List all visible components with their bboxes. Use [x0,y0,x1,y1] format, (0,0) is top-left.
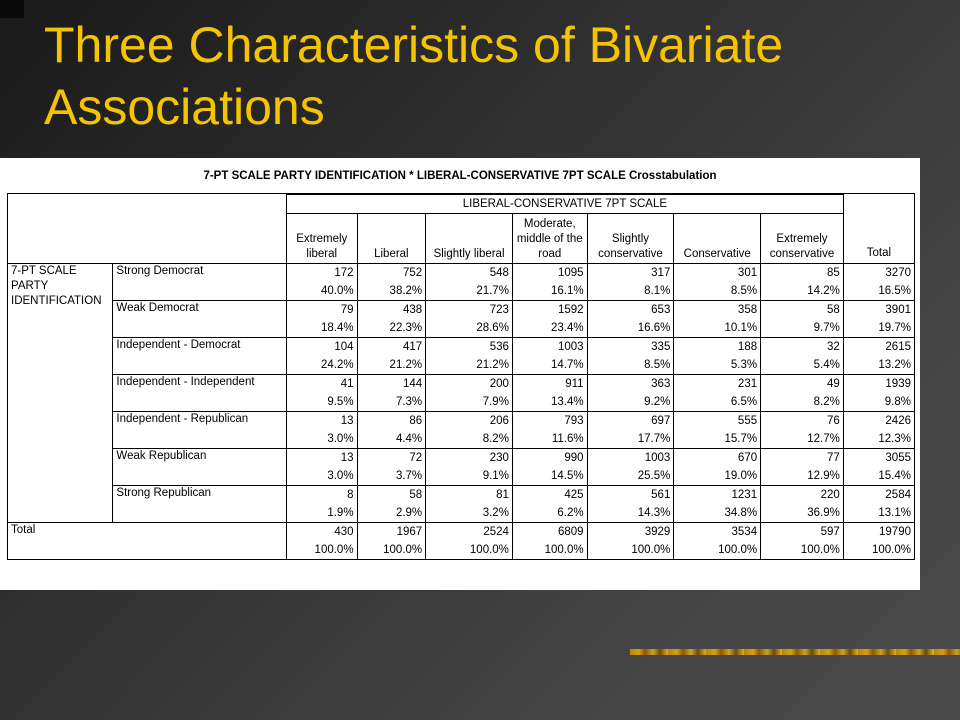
total-count-cell: 2524 [426,523,513,542]
count-cell: 220 [761,486,844,505]
count-cell: 230 [426,449,513,468]
row-category-label: Strong Democrat [113,264,287,301]
count-cell: 231 [674,375,761,394]
count-cell: 49 [761,375,844,394]
percent-cell: 5.3% [674,356,761,375]
percent-cell: 14.5% [512,467,587,486]
count-cell: 58 [761,301,844,320]
count-cell: 104 [286,338,357,357]
percent-cell: 12.7% [761,430,844,449]
total-percent-cell: 100.0% [512,541,587,559]
row-category-label: Independent - Democrat [113,338,287,375]
count-cell: 301 [674,264,761,283]
count-cell: 2426 [843,412,914,431]
percent-cell: 8.2% [761,393,844,412]
slide-title: Three Characteristics of Bivariate Associations [44,17,784,135]
row-category-label: Independent - Republican [113,412,287,449]
table-row [8,449,914,468]
column-header-slightly-conservative: Slightly conservative [587,214,674,264]
percent-cell: 25.5% [587,467,674,486]
count-cell: 417 [357,338,426,357]
count-cell: 188 [674,338,761,357]
percent-cell: 5.4% [761,356,844,375]
percent-cell: 21.7% [426,282,513,301]
percent-cell: 9.7% [761,319,844,338]
column-header-slightly-liberal: Slightly liberal [426,214,513,264]
column-header-moderate: Moderate, middle of the road [512,214,587,264]
percent-cell: 9.1% [426,467,513,486]
count-cell: 77 [761,449,844,468]
percent-cell: 40.0% [286,282,357,301]
count-cell: 13 [286,449,357,468]
count-cell: 58 [357,486,426,505]
percent-cell: 16.1% [512,282,587,301]
percent-cell: 3.7% [357,467,426,486]
column-header-conservative: Conservative [674,214,761,264]
crosstab-caption: 7-PT SCALE PARTY IDENTIFICATION * LIBERAL-CONSERVATIVE 7PT SCALE Crosstabulation [203,170,717,182]
column-header-extremely-liberal: Extremely liberal [286,214,357,264]
count-cell: 555 [674,412,761,431]
percent-cell: 14.7% [512,356,587,375]
count-cell: 3901 [843,301,914,320]
percent-cell: 19.0% [674,467,761,486]
column-variable-header: LIBERAL-CONSERVATIVE 7PT SCALE [286,195,843,214]
count-cell: 1231 [674,486,761,505]
total-count-cell: 1967 [357,523,426,542]
count-cell: 335 [587,338,674,357]
total-count-cell: 597 [761,523,844,542]
column-header-extremely-conservative: Extremely conservative [761,214,844,264]
count-cell: 317 [587,264,674,283]
total-count-cell: 19790 [843,523,914,542]
percent-cell: 6.2% [512,504,587,523]
count-cell: 536 [426,338,513,357]
count-cell: 81 [426,486,513,505]
crosstab-body [8,264,914,560]
percent-cell: 1.9% [286,504,357,523]
percent-cell: 23.4% [512,319,587,338]
percent-cell: 14.3% [587,504,674,523]
total-percent-cell: 100.0% [674,541,761,559]
count-cell: 697 [587,412,674,431]
header-blank-cell [8,195,286,264]
percent-cell: 28.6% [426,319,513,338]
percent-cell: 34.8% [674,504,761,523]
percent-cell: 15.4% [843,467,914,486]
count-cell: 793 [512,412,587,431]
count-cell: 1939 [843,375,914,394]
count-cell: 72 [357,449,426,468]
table-row [8,375,914,394]
percent-cell: 8.5% [674,282,761,301]
count-cell: 86 [357,412,426,431]
count-cell: 13 [286,412,357,431]
percent-cell: 11.6% [512,430,587,449]
percent-cell: 8.2% [426,430,513,449]
count-cell: 172 [286,264,357,283]
row-variable-label: 7-PT SCALE PARTY IDENTIFICATION [8,264,113,523]
percent-cell: 14.2% [761,282,844,301]
percent-cell: 9.5% [286,393,357,412]
percent-cell: 3.2% [426,504,513,523]
corner-mark [0,0,24,18]
row-category-label: Weak Democrat [113,301,287,338]
count-cell: 3270 [843,264,914,283]
count-cell: 438 [357,301,426,320]
percent-cell: 24.2% [286,356,357,375]
percent-cell: 21.2% [426,356,513,375]
total-row [8,523,914,542]
count-cell: 76 [761,412,844,431]
percent-cell: 16.6% [587,319,674,338]
percent-cell: 38.2% [357,282,426,301]
count-cell: 1003 [512,338,587,357]
percent-cell: 18.4% [286,319,357,338]
count-cell: 8 [286,486,357,505]
percent-cell: 21.2% [357,356,426,375]
percent-cell: 22.3% [357,319,426,338]
total-percent-cell: 100.0% [761,541,844,559]
percent-cell: 2.9% [357,504,426,523]
percent-cell: 9.2% [587,393,674,412]
percent-cell: 36.9% [761,504,844,523]
count-cell: 425 [512,486,587,505]
table-row [8,301,914,320]
total-percent-cell: 100.0% [843,541,914,559]
count-cell: 2584 [843,486,914,505]
percent-cell: 8.1% [587,282,674,301]
percent-cell: 19.7% [843,319,914,338]
table-row [8,486,914,505]
total-percent-cell: 100.0% [426,541,513,559]
row-category-label: Independent - Independent [113,375,287,412]
crosstab-table [8,194,914,559]
percent-cell: 12.9% [761,467,844,486]
percent-cell: 13.2% [843,356,914,375]
count-cell: 561 [587,486,674,505]
table-row [8,412,914,431]
count-cell: 363 [587,375,674,394]
percent-cell: 3.0% [286,430,357,449]
table-row [8,264,914,283]
row-category-label: Weak Republican [113,449,287,486]
total-count-cell: 3929 [587,523,674,542]
percent-cell: 15.7% [674,430,761,449]
count-cell: 670 [674,449,761,468]
count-cell: 723 [426,301,513,320]
count-cell: 2615 [843,338,914,357]
total-row-label: Total [8,523,286,560]
percent-cell: 7.9% [426,393,513,412]
count-cell: 32 [761,338,844,357]
count-cell: 200 [426,375,513,394]
count-cell: 3055 [843,449,914,468]
count-cell: 85 [761,264,844,283]
percent-cell: 12.3% [843,430,914,449]
percent-cell: 7.3% [357,393,426,412]
percent-cell: 9.8% [843,393,914,412]
total-percent-cell: 100.0% [587,541,674,559]
total-count-cell: 430 [286,523,357,542]
percent-cell: 8.5% [587,356,674,375]
total-count-cell: 6809 [512,523,587,542]
percent-cell: 4.4% [357,430,426,449]
total-percent-cell: 100.0% [357,541,426,559]
percent-cell: 17.7% [587,430,674,449]
count-cell: 41 [286,375,357,394]
count-cell: 990 [512,449,587,468]
count-cell: 653 [587,301,674,320]
count-cell: 144 [357,375,426,394]
column-header-total: Total [843,195,914,264]
count-cell: 752 [357,264,426,283]
percent-cell: 10.1% [674,319,761,338]
count-cell: 79 [286,301,357,320]
percent-cell: 6.5% [674,393,761,412]
count-cell: 911 [512,375,587,394]
count-cell: 1095 [512,264,587,283]
decorative-accent-bar [630,649,960,655]
count-cell: 548 [426,264,513,283]
table-row [8,338,914,357]
total-percent-cell: 100.0% [286,541,357,559]
count-cell: 1592 [512,301,587,320]
count-cell: 1003 [587,449,674,468]
percent-cell: 3.0% [286,467,357,486]
percent-cell: 13.4% [512,393,587,412]
percent-cell: 13.1% [843,504,914,523]
column-header-liberal: Liberal [357,214,426,264]
total-count-cell: 3534 [674,523,761,542]
count-cell: 358 [674,301,761,320]
count-cell: 206 [426,412,513,431]
crosstab-panel [0,158,920,590]
row-category-label: Strong Republican [113,486,287,523]
percent-cell: 16.5% [843,282,914,301]
